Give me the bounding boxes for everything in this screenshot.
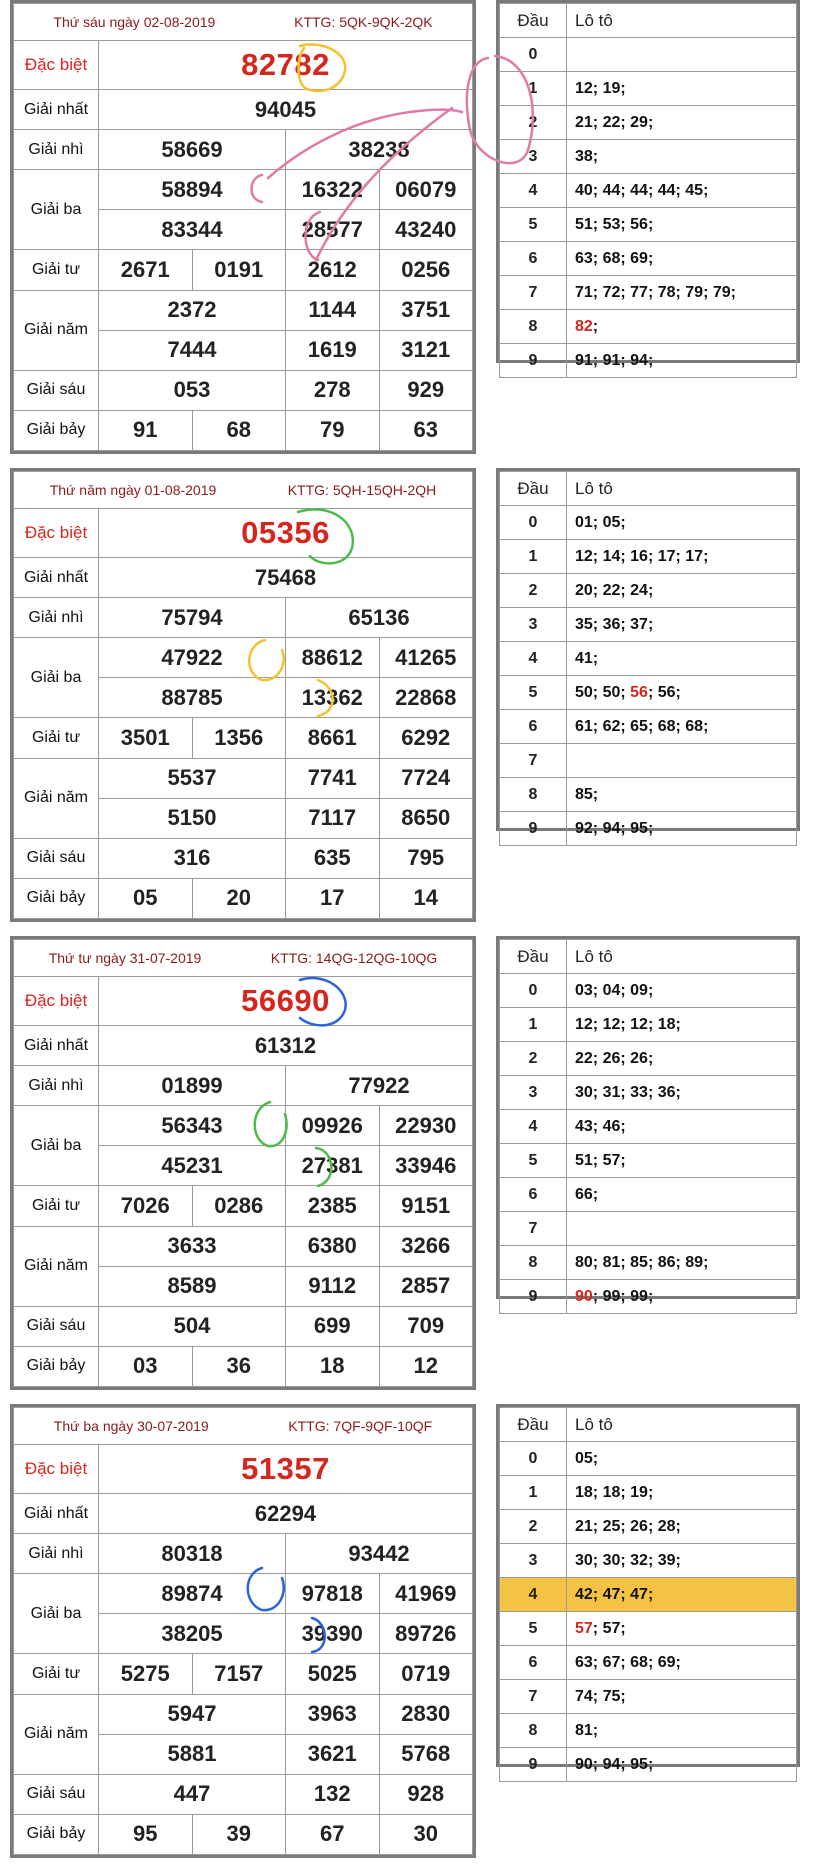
loto-head-label: Đầu (500, 1408, 567, 1442)
fourth-prize: 0256 (379, 250, 473, 290)
loto-row: 3 30; 30; 32; 39; (500, 1544, 797, 1578)
loto-row: 7 (500, 744, 797, 778)
loto-row: 5 50; 50; 56; 56; (500, 676, 797, 710)
seventh-prize: 05 (99, 878, 193, 918)
second-prize: 77922 (286, 1066, 473, 1106)
label-seventh: Giải bảy (14, 878, 99, 918)
fifth-prize: 2372 (99, 290, 286, 330)
label-fourth: Giải tư (14, 1186, 99, 1226)
label-seventh: Giải bảy (14, 1346, 99, 1386)
label-first: Giải nhất (14, 90, 99, 130)
fourth-prize: 2385 (286, 1186, 380, 1226)
seventh-prize: 17 (286, 878, 380, 918)
third-prize: 28577 (286, 210, 380, 250)
label-first: Giải nhất (14, 1494, 99, 1534)
fifth-prize: 5537 (99, 758, 286, 798)
loto-row: 8 80; 81; 85; 86; 89; (500, 1246, 797, 1280)
loto-row: 1 12; 19; (500, 72, 797, 106)
sixth-prize: 795 (379, 838, 473, 878)
label-third: Giải ba (14, 170, 99, 250)
label-special: Đặc biệt (14, 40, 99, 90)
special-prize: 05356 (99, 508, 473, 558)
third-prize: 39390 (286, 1614, 380, 1654)
label-fifth: Giải năm (14, 290, 99, 370)
second-prize: 58669 (99, 130, 286, 170)
second-prize: 38238 (286, 130, 473, 170)
label-first: Giải nhất (14, 1026, 99, 1066)
sixth-prize: 132 (286, 1774, 380, 1814)
label-fourth: Giải tư (14, 718, 99, 758)
loto-row: 1 12; 12; 12; 18; (500, 1008, 797, 1042)
seventh-prize: 68 (192, 410, 286, 450)
loto-row: 4 40; 44; 44; 44; 45; (500, 174, 797, 208)
third-prize: 38205 (99, 1614, 286, 1654)
sixth-prize: 635 (286, 838, 380, 878)
third-prize: 22930 (379, 1106, 473, 1146)
special-prize: 56690 (99, 976, 473, 1026)
loto-row: 9 91; 91; 94; (500, 344, 797, 378)
fifth-prize: 1619 (286, 330, 380, 370)
loto-row: 9 90; 94; 95; (500, 1748, 797, 1782)
third-prize: 16322 (286, 170, 380, 210)
special-prize: 51357 (99, 1444, 473, 1494)
third-prize: 89726 (379, 1614, 473, 1654)
loto-values-label: Lô tô (567, 940, 797, 974)
fourth-prize: 2671 (99, 250, 193, 290)
loto-table (496, 1404, 800, 1773)
draw-date: Thứ tư ngày 31-07-2019 (48, 949, 202, 966)
third-prize: 83344 (99, 210, 286, 250)
loto-row: 0 01; 05; (500, 506, 797, 540)
label-special: Đặc biệt (14, 1444, 99, 1494)
draw-block (0, 0, 813, 470)
loto-row: 0 (500, 38, 797, 72)
third-prize: 89874 (99, 1574, 286, 1614)
third-prize: 09926 (286, 1106, 380, 1146)
fifth-prize: 9112 (286, 1266, 380, 1306)
fifth-prize: 5768 (379, 1734, 473, 1774)
fifth-prize: 8589 (99, 1266, 286, 1306)
label-second: Giải nhì (14, 130, 99, 170)
sixth-prize: 699 (286, 1306, 380, 1346)
loto-row: 8 85; (500, 778, 797, 812)
third-prize: 43240 (379, 210, 473, 250)
loto-values-label: Lô tô (567, 472, 797, 506)
results-table (10, 936, 476, 1390)
fifth-prize: 5150 (99, 798, 286, 838)
fifth-prize: 3621 (286, 1734, 380, 1774)
fourth-prize: 5025 (286, 1654, 380, 1694)
fourth-prize: 5275 (99, 1654, 193, 1694)
draw-date: Thứ năm ngày 01-08-2019 (49, 481, 217, 498)
seventh-prize: 18 (286, 1346, 380, 1386)
loto-row: 5 57; 57; (500, 1612, 797, 1646)
results-header (14, 472, 473, 509)
loto-head-label: Đầu (500, 940, 567, 974)
seventh-prize: 03 (99, 1346, 193, 1386)
seventh-prize: 20 (192, 878, 286, 918)
loto-row: 3 35; 36; 37; (500, 608, 797, 642)
loto-values-label: Lô tô (567, 1408, 797, 1442)
draw-block (0, 936, 813, 1406)
loto-row: 2 22; 26; 26; (500, 1042, 797, 1076)
sixth-prize: 709 (379, 1306, 473, 1346)
seventh-prize: 95 (99, 1814, 193, 1854)
fifth-prize: 2830 (379, 1694, 473, 1734)
second-prize: 75794 (99, 598, 286, 638)
fourth-prize: 0286 (192, 1186, 286, 1226)
third-prize: 06079 (379, 170, 473, 210)
seventh-prize: 12 (379, 1346, 473, 1386)
results-header (14, 940, 473, 977)
label-fifth: Giải năm (14, 1694, 99, 1774)
loto-row: 8 82; (500, 310, 797, 344)
label-fifth: Giải năm (14, 758, 99, 838)
sixth-prize: 929 (379, 370, 473, 410)
loto-row: 4 42; 47; 47; (500, 1578, 797, 1612)
third-prize: 22868 (379, 678, 473, 718)
loto-row: 5 51; 57; (500, 1144, 797, 1178)
third-prize: 47922 (99, 638, 286, 678)
fifth-prize: 8650 (379, 798, 473, 838)
results-table (10, 0, 476, 454)
fifth-prize: 3266 (379, 1226, 473, 1266)
first-prize: 62294 (99, 1494, 473, 1534)
label-sixth: Giải sáu (14, 1774, 99, 1814)
results-table (10, 468, 476, 922)
loto-row: 4 43; 46; (500, 1110, 797, 1144)
results-header (14, 1408, 473, 1445)
first-prize: 61312 (99, 1026, 473, 1066)
fifth-prize: 3121 (379, 330, 473, 370)
seventh-prize: 79 (286, 410, 380, 450)
seventh-prize: 39 (192, 1814, 286, 1854)
loto-row: 6 66; (500, 1178, 797, 1212)
draw-code: KTTG: 5QK-9QK-2QK (294, 13, 433, 30)
label-fourth: Giải tư (14, 250, 99, 290)
loto-row: 3 38; (500, 140, 797, 174)
seventh-prize: 91 (99, 410, 193, 450)
fourth-prize: 8661 (286, 718, 380, 758)
draw-code: KTTG: 5QH-15QH-2QH (287, 481, 437, 498)
draw-block (0, 1404, 813, 1874)
loto-row: 0 05; (500, 1442, 797, 1476)
label-seventh: Giải bảy (14, 410, 99, 450)
third-prize: 13362 (286, 678, 380, 718)
loto-row: 9 92; 94; 95; (500, 812, 797, 846)
label-sixth: Giải sáu (14, 1306, 99, 1346)
first-prize: 94045 (99, 90, 473, 130)
loto-table (496, 468, 800, 837)
seventh-prize: 67 (286, 1814, 380, 1854)
second-prize: 80318 (99, 1534, 286, 1574)
label-special: Đặc biệt (14, 976, 99, 1026)
results-table (10, 1404, 476, 1858)
loto-head-label: Đầu (500, 4, 567, 38)
label-third: Giải ba (14, 638, 99, 718)
fifth-prize: 3751 (379, 290, 473, 330)
label-fifth: Giải năm (14, 1226, 99, 1306)
draw-date: Thứ ba ngày 30-07-2019 (53, 1417, 209, 1434)
fourth-prize: 7026 (99, 1186, 193, 1226)
third-prize: 88612 (286, 638, 380, 678)
loto-row: 7 74; 75; (500, 1680, 797, 1714)
draw-block (0, 468, 813, 938)
third-prize: 56343 (99, 1106, 286, 1146)
fifth-prize: 3633 (99, 1226, 286, 1266)
special-prize: 82782 (99, 40, 473, 90)
sixth-prize: 447 (99, 1774, 286, 1814)
label-first: Giải nhất (14, 558, 99, 598)
third-prize: 41265 (379, 638, 473, 678)
fifth-prize: 7724 (379, 758, 473, 798)
loto-row: 2 20; 22; 24; (500, 574, 797, 608)
fourth-prize: 0191 (192, 250, 286, 290)
seventh-prize: 63 (379, 410, 473, 450)
third-prize: 97818 (286, 1574, 380, 1614)
label-second: Giải nhì (14, 1066, 99, 1106)
loto-row: 5 51; 53; 56; (500, 208, 797, 242)
label-third: Giải ba (14, 1574, 99, 1654)
label-sixth: Giải sáu (14, 370, 99, 410)
label-second: Giải nhì (14, 598, 99, 638)
loto-row: 7 (500, 1212, 797, 1246)
loto-row: 7 71; 72; 77; 78; 79; 79; (500, 276, 797, 310)
seventh-prize: 30 (379, 1814, 473, 1854)
loto-table (496, 0, 800, 369)
draw-date: Thứ sáu ngày 02-08-2019 (53, 13, 216, 30)
sixth-prize: 504 (99, 1306, 286, 1346)
loto-row: 8 81; (500, 1714, 797, 1748)
second-prize: 01899 (99, 1066, 286, 1106)
sixth-prize: 053 (99, 370, 286, 410)
label-sixth: Giải sáu (14, 838, 99, 878)
fourth-prize: 9151 (379, 1186, 473, 1226)
fifth-prize: 1144 (286, 290, 380, 330)
loto-head-label: Đầu (500, 472, 567, 506)
third-prize: 41969 (379, 1574, 473, 1614)
sixth-prize: 928 (379, 1774, 473, 1814)
fourth-prize: 3501 (99, 718, 193, 758)
fifth-prize: 7117 (286, 798, 380, 838)
label-second: Giải nhì (14, 1534, 99, 1574)
fifth-prize: 7741 (286, 758, 380, 798)
third-prize: 33946 (379, 1146, 473, 1186)
fourth-prize: 6292 (379, 718, 473, 758)
fifth-prize: 3963 (286, 1694, 380, 1734)
fifth-prize: 5947 (99, 1694, 286, 1734)
fourth-prize: 2612 (286, 250, 380, 290)
results-header (14, 4, 473, 41)
loto-row: 3 30; 31; 33; 36; (500, 1076, 797, 1110)
loto-row: 9 90; 99; 99; (500, 1280, 797, 1314)
first-prize: 75468 (99, 558, 473, 598)
label-seventh: Giải bảy (14, 1814, 99, 1854)
label-third: Giải ba (14, 1106, 99, 1186)
seventh-prize: 14 (379, 878, 473, 918)
loto-row: 6 63; 68; 69; (500, 242, 797, 276)
third-prize: 58894 (99, 170, 286, 210)
loto-row: 6 63; 67; 68; 69; (500, 1646, 797, 1680)
third-prize: 88785 (99, 678, 286, 718)
sixth-prize: 316 (99, 838, 286, 878)
loto-row: 0 03; 04; 09; (500, 974, 797, 1008)
second-prize: 65136 (286, 598, 473, 638)
fourth-prize: 0719 (379, 1654, 473, 1694)
draw-code: KTTG: 7QF-9QF-10QF (288, 1417, 433, 1434)
loto-row: 2 21; 25; 26; 28; (500, 1510, 797, 1544)
fourth-prize: 1356 (192, 718, 286, 758)
loto-table (496, 936, 800, 1305)
sixth-prize: 278 (286, 370, 380, 410)
third-prize: 45231 (99, 1146, 286, 1186)
fifth-prize: 6380 (286, 1226, 380, 1266)
loto-row: 6 61; 62; 65; 68; 68; (500, 710, 797, 744)
loto-row: 4 41; (500, 642, 797, 676)
loto-row: 1 12; 14; 16; 17; 17; (500, 540, 797, 574)
fourth-prize: 7157 (192, 1654, 286, 1694)
fifth-prize: 5881 (99, 1734, 286, 1774)
third-prize: 27381 (286, 1146, 380, 1186)
draw-code: KTTG: 14QG-12QG-10QG (270, 949, 438, 966)
fifth-prize: 2857 (379, 1266, 473, 1306)
loto-row: 2 21; 22; 29; (500, 106, 797, 140)
label-special: Đặc biệt (14, 508, 99, 558)
label-fourth: Giải tư (14, 1654, 99, 1694)
loto-row: 1 18; 18; 19; (500, 1476, 797, 1510)
seventh-prize: 36 (192, 1346, 286, 1386)
second-prize: 93442 (286, 1534, 473, 1574)
fifth-prize: 7444 (99, 330, 286, 370)
loto-values-label: Lô tô (567, 4, 797, 38)
